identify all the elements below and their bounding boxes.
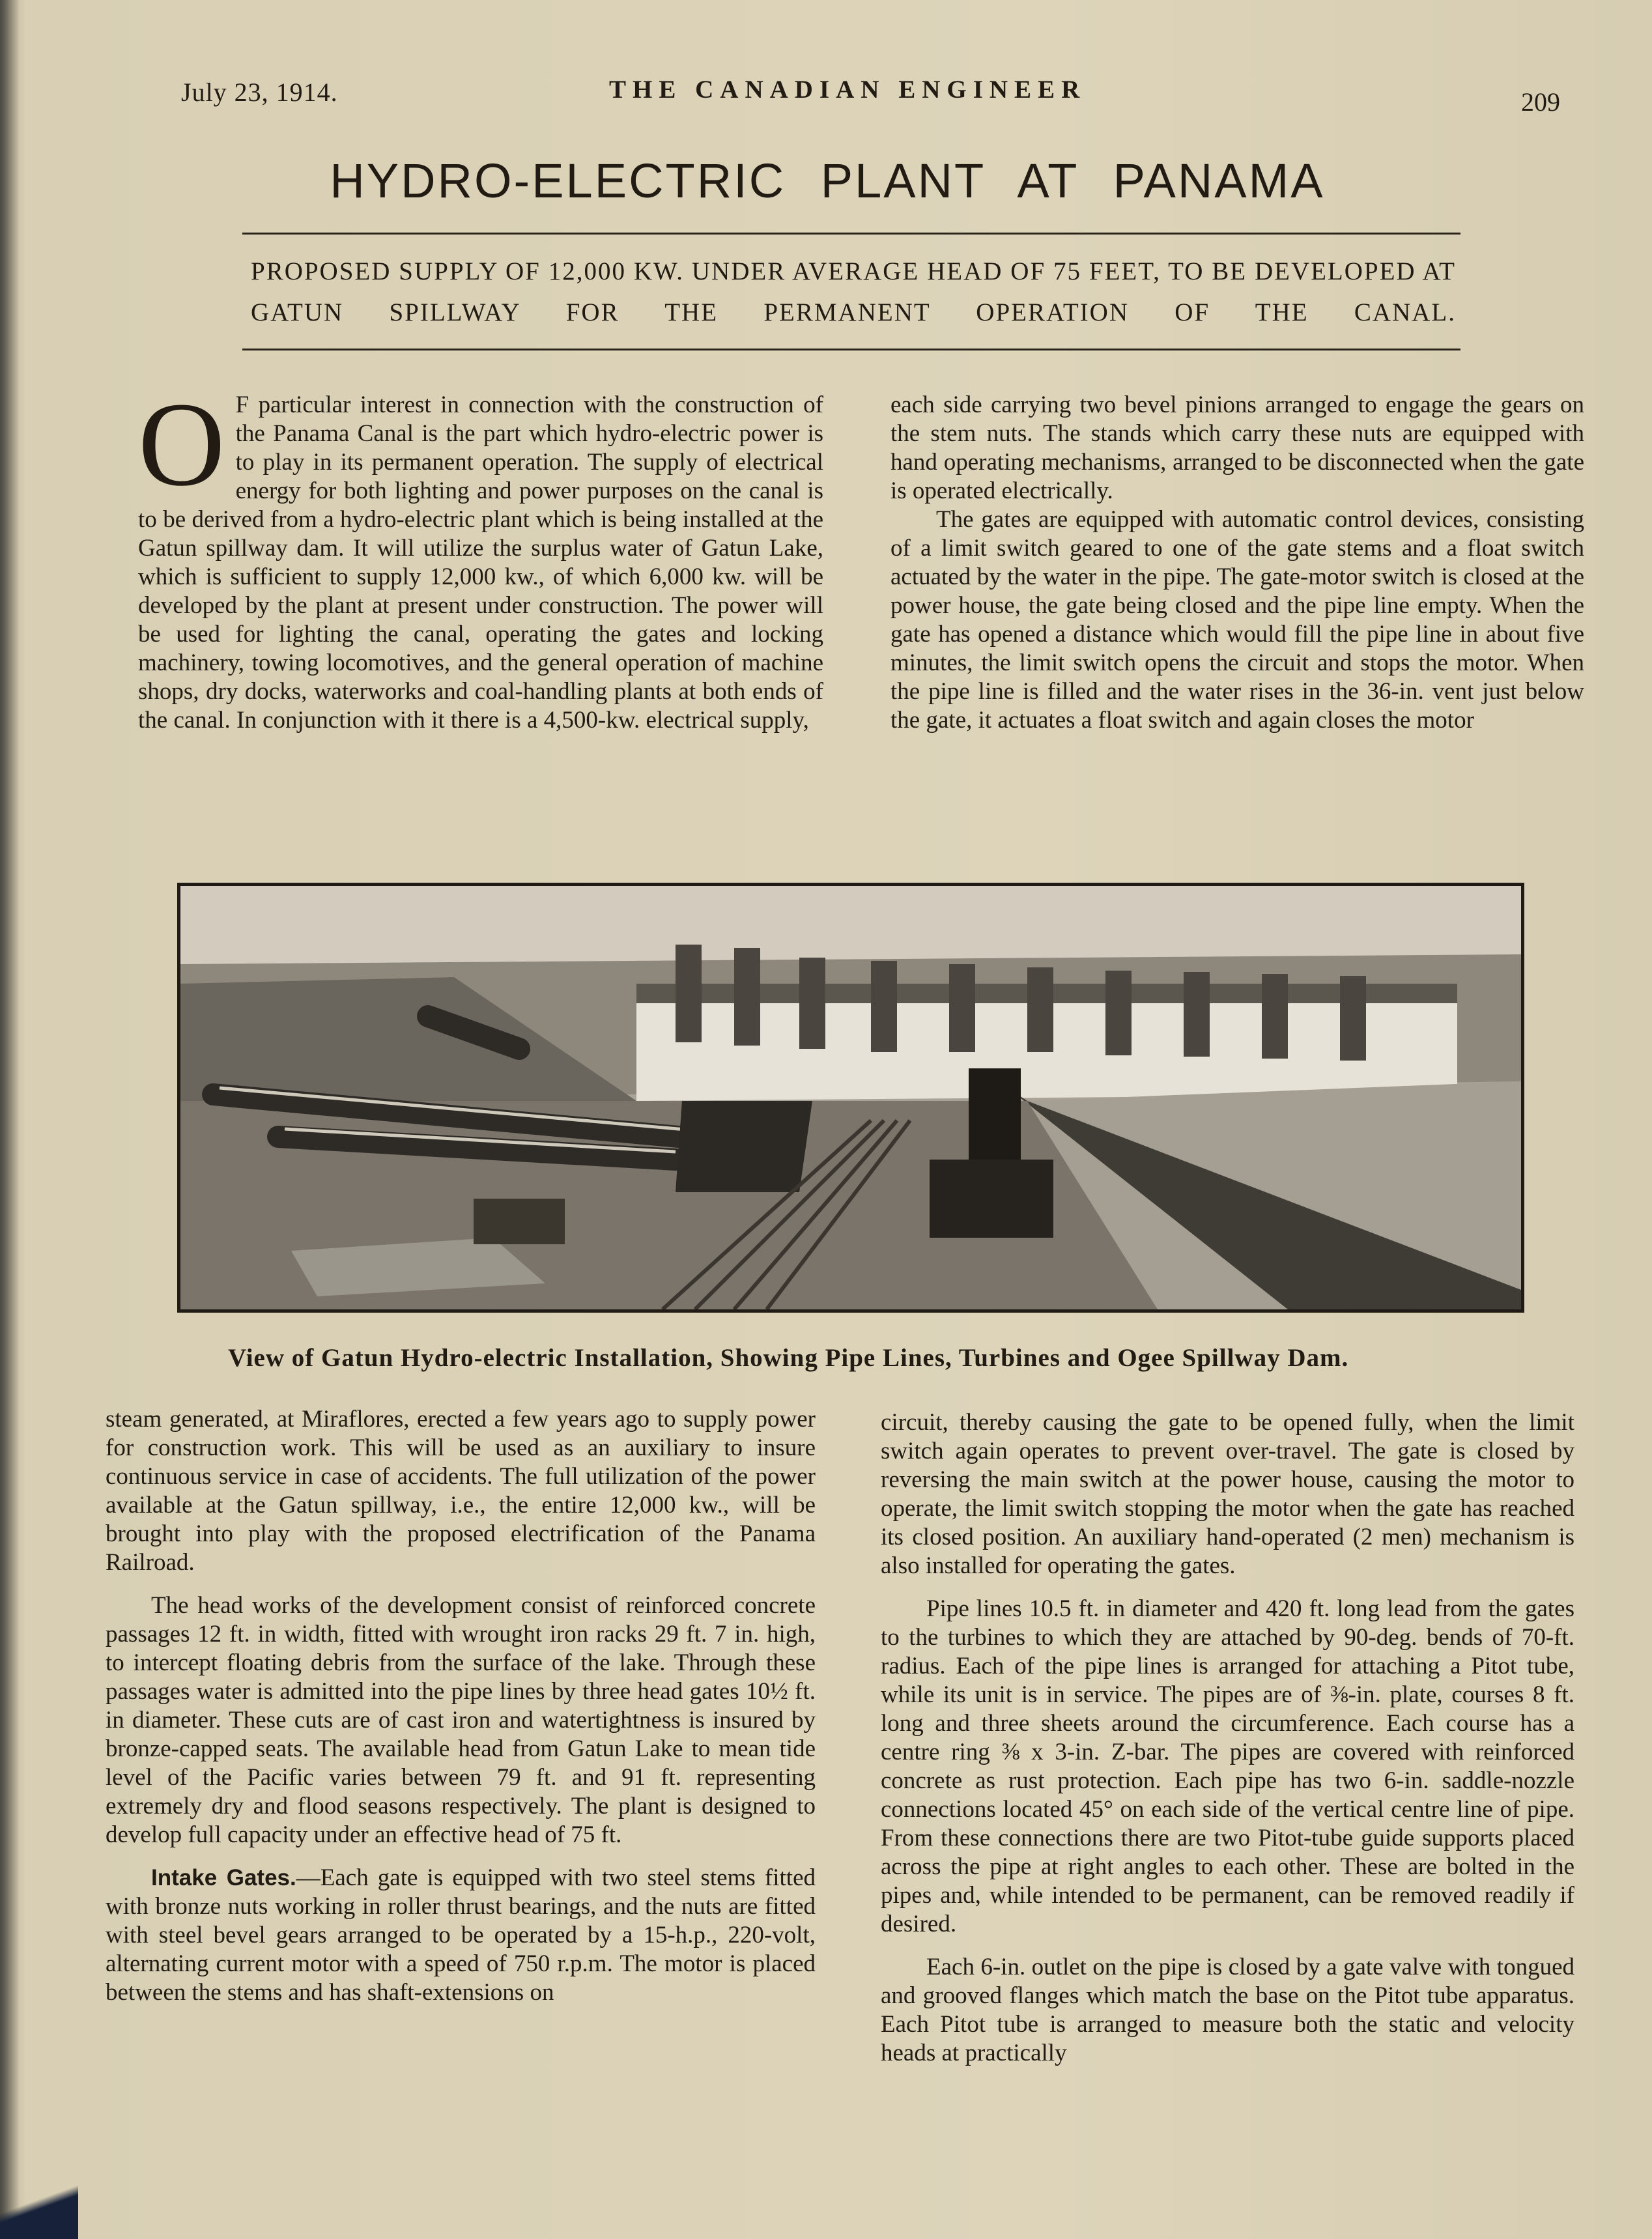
column-2-paragraph-1: each side carrying two bevel pinions arranged to engage the gears on the stem nuts. The stands which carry these nuts are equipped with hand operating mechanisms, arranged to be disconnected when the gate is operated electrically. — [890, 392, 1584, 504]
photo-caption: View of Gatun Hydro-electric Installation, Showing Pipe Lines, Turbines and Ogee Spillway Dam. — [228, 1344, 1349, 1372]
gatun-installation-photo — [177, 883, 1524, 1313]
column-1 — [138, 378, 823, 735]
drop-cap: O — [138, 378, 225, 511]
column-1-paragraph-1-text: F particular interest in connection with the construction of the Panama Canal is the part which hydro-electric power is to play in its permanent operation. The supply of electrical energy for both lighting and power purposes on the canal is to be derived from a hydro-electric plant which is being installed at the Gatun spillway dam. It will utilize the surplus water of Gatun Lake, which is sufficient to supply 12,000 kw., of which 6,000 kw. will be developed by the plant at present under construction. The power will be used for lighting the canal, operating the gates and locking machinery, towing locomotives, and the general operation of machine shops, dry docks, waterworks and coal-handling plants at both ends of the canal. In conjunction with it there is a 4,500-kw. electrical supply, — [138, 392, 823, 734]
photo-drawing — [180, 886, 1521, 1309]
column-2 — [890, 391, 1584, 735]
column-3-paragraph-2: The head works of the development consist of reinforced concrete passages 12 ft. in width, fitted with wrought iron racks 29 ft. 7 in. high, to intercept floating debris from the surface of the lake. Through these passages water is admitted into the pipe lines by three head gates 10½ ft. in diameter. These cuts are of cast iron and watertightness is insured by bronze-capped seats. The available head from Gatun Lake to mean tide level of the Pacific varies between 79 ft. and 91 ft. representing extremely dry and flood seasons respectively. The plant is designed to develop full capacity under an effective head of 75 ft. — [106, 1592, 816, 1848]
column-3-paragraph-1: steam generated, at Miraflores, erected a few years ago to supply power for construction work. This will be used as an auxiliary to insure continuous service in case of accidents. The full utilization of the power available at the Gatun spillway, i.e., the entire 12,000 kw., will be brought into play with the proposed electrification of the Panama Railroad. — [106, 1406, 816, 1576]
column-3 — [106, 1405, 816, 2007]
journal-name: THE CANADIAN ENGINEER — [609, 76, 1087, 104]
issue-date: July 23, 1914. — [181, 78, 338, 107]
column-4-paragraph-1: circuit, thereby causing the gate to be opened fully, when the limit switch again operates to prevent over-travel. The gate is closed by reversing the main switch at the power house, causing the motor to operate, the limit switch stopping the motor when the gate has reached its closed position. An auxiliary hand-operated (2 men) mechanism is also installed for operating the gates. — [881, 1409, 1574, 1579]
column-1-paragraph-1 — [138, 378, 823, 735]
column-4-paragraph-3: Each 6-in. outlet on the pipe is closed by a gate valve with tongued and grooved flanges which match the base on the Pitot tube apparatus. Each Pitot tube is arranged to measure both the static and velocity heads at practically — [881, 1954, 1574, 2066]
page-number: 209 — [1521, 87, 1560, 117]
scan-corner-shadow — [0, 2169, 78, 2239]
intake-gates-heading: Intake Gates. — [151, 1865, 296, 1890]
column-2-paragraph-2: The gates are equipped with automatic control devices, consisting of a limit switch geared to one of the gate stems and a float switch actuated by the water in the pipe. The gate-motor switch is closed at the power house, the gate being closed and the pipe line empty. When the gate has opened a distance which would fill the pipe line in about five minutes, the limit switch opens the circuit and stops the motor. When the pipe line is filled and the water rises in the 36-in. vent just below the gate, it actuates a float switch and again closes the motor — [890, 506, 1584, 734]
title-rule-bottom — [242, 349, 1460, 350]
title-rule-top — [242, 233, 1460, 235]
column-3-paragraph-3-text: —Each gate is equipped with two steel stems fitted with bronze nuts working in roller thrust bearings, and the nuts are fitted with steel bevel gears arranged to be operated by a 15-h.p., 220-volt, alternating current motor with a speed of 750 r.p.m. The motor is placed between the stems and has shaft-extensions on — [106, 1864, 816, 2006]
article-subtitle: PROPOSED SUPPLY OF 12,000 KW. UNDER AVERAGE HEAD OF 75 FEET, TO BE DEVELOPED AT GATUN SPILLWAY FOR THE PERMANENT OPERATION OF THE CANAL. — [251, 257, 1456, 326]
column-4-paragraph-2: Pipe lines 10.5 ft. in diameter and 420 ft. long lead from the gates to the turbines to which they are attached by 90-deg. bends of 70-ft. radius. Each of the pipe lines is arranged for attaching a Pitot tube, while its unit is in service. The pipes are of ⅜-in. plate, courses 8 ft. long and three sheets around the circumference. Each course has a centre ring ⅜ x 3-in. Z-bar. The pipes are covered with reinforced concrete as rust protection. Each pipe has two 6-in. saddle-nozzle connections located 45° on each side of the vertical centre line of pipe. From these connections there are two Pitot-tube guide supports placed across the pipe at right angles to each other. These are bolted in the pipes and, while intended to be permanent, can be removed readily if desired. — [881, 1595, 1574, 1937]
column-4 — [881, 1408, 1574, 2068]
column-3-paragraph-3 — [106, 1864, 816, 2007]
binding-shadow — [0, 0, 20, 2239]
article-title: HYDRO-ELECTRIC PLANT AT PANAMA — [330, 154, 1325, 208]
